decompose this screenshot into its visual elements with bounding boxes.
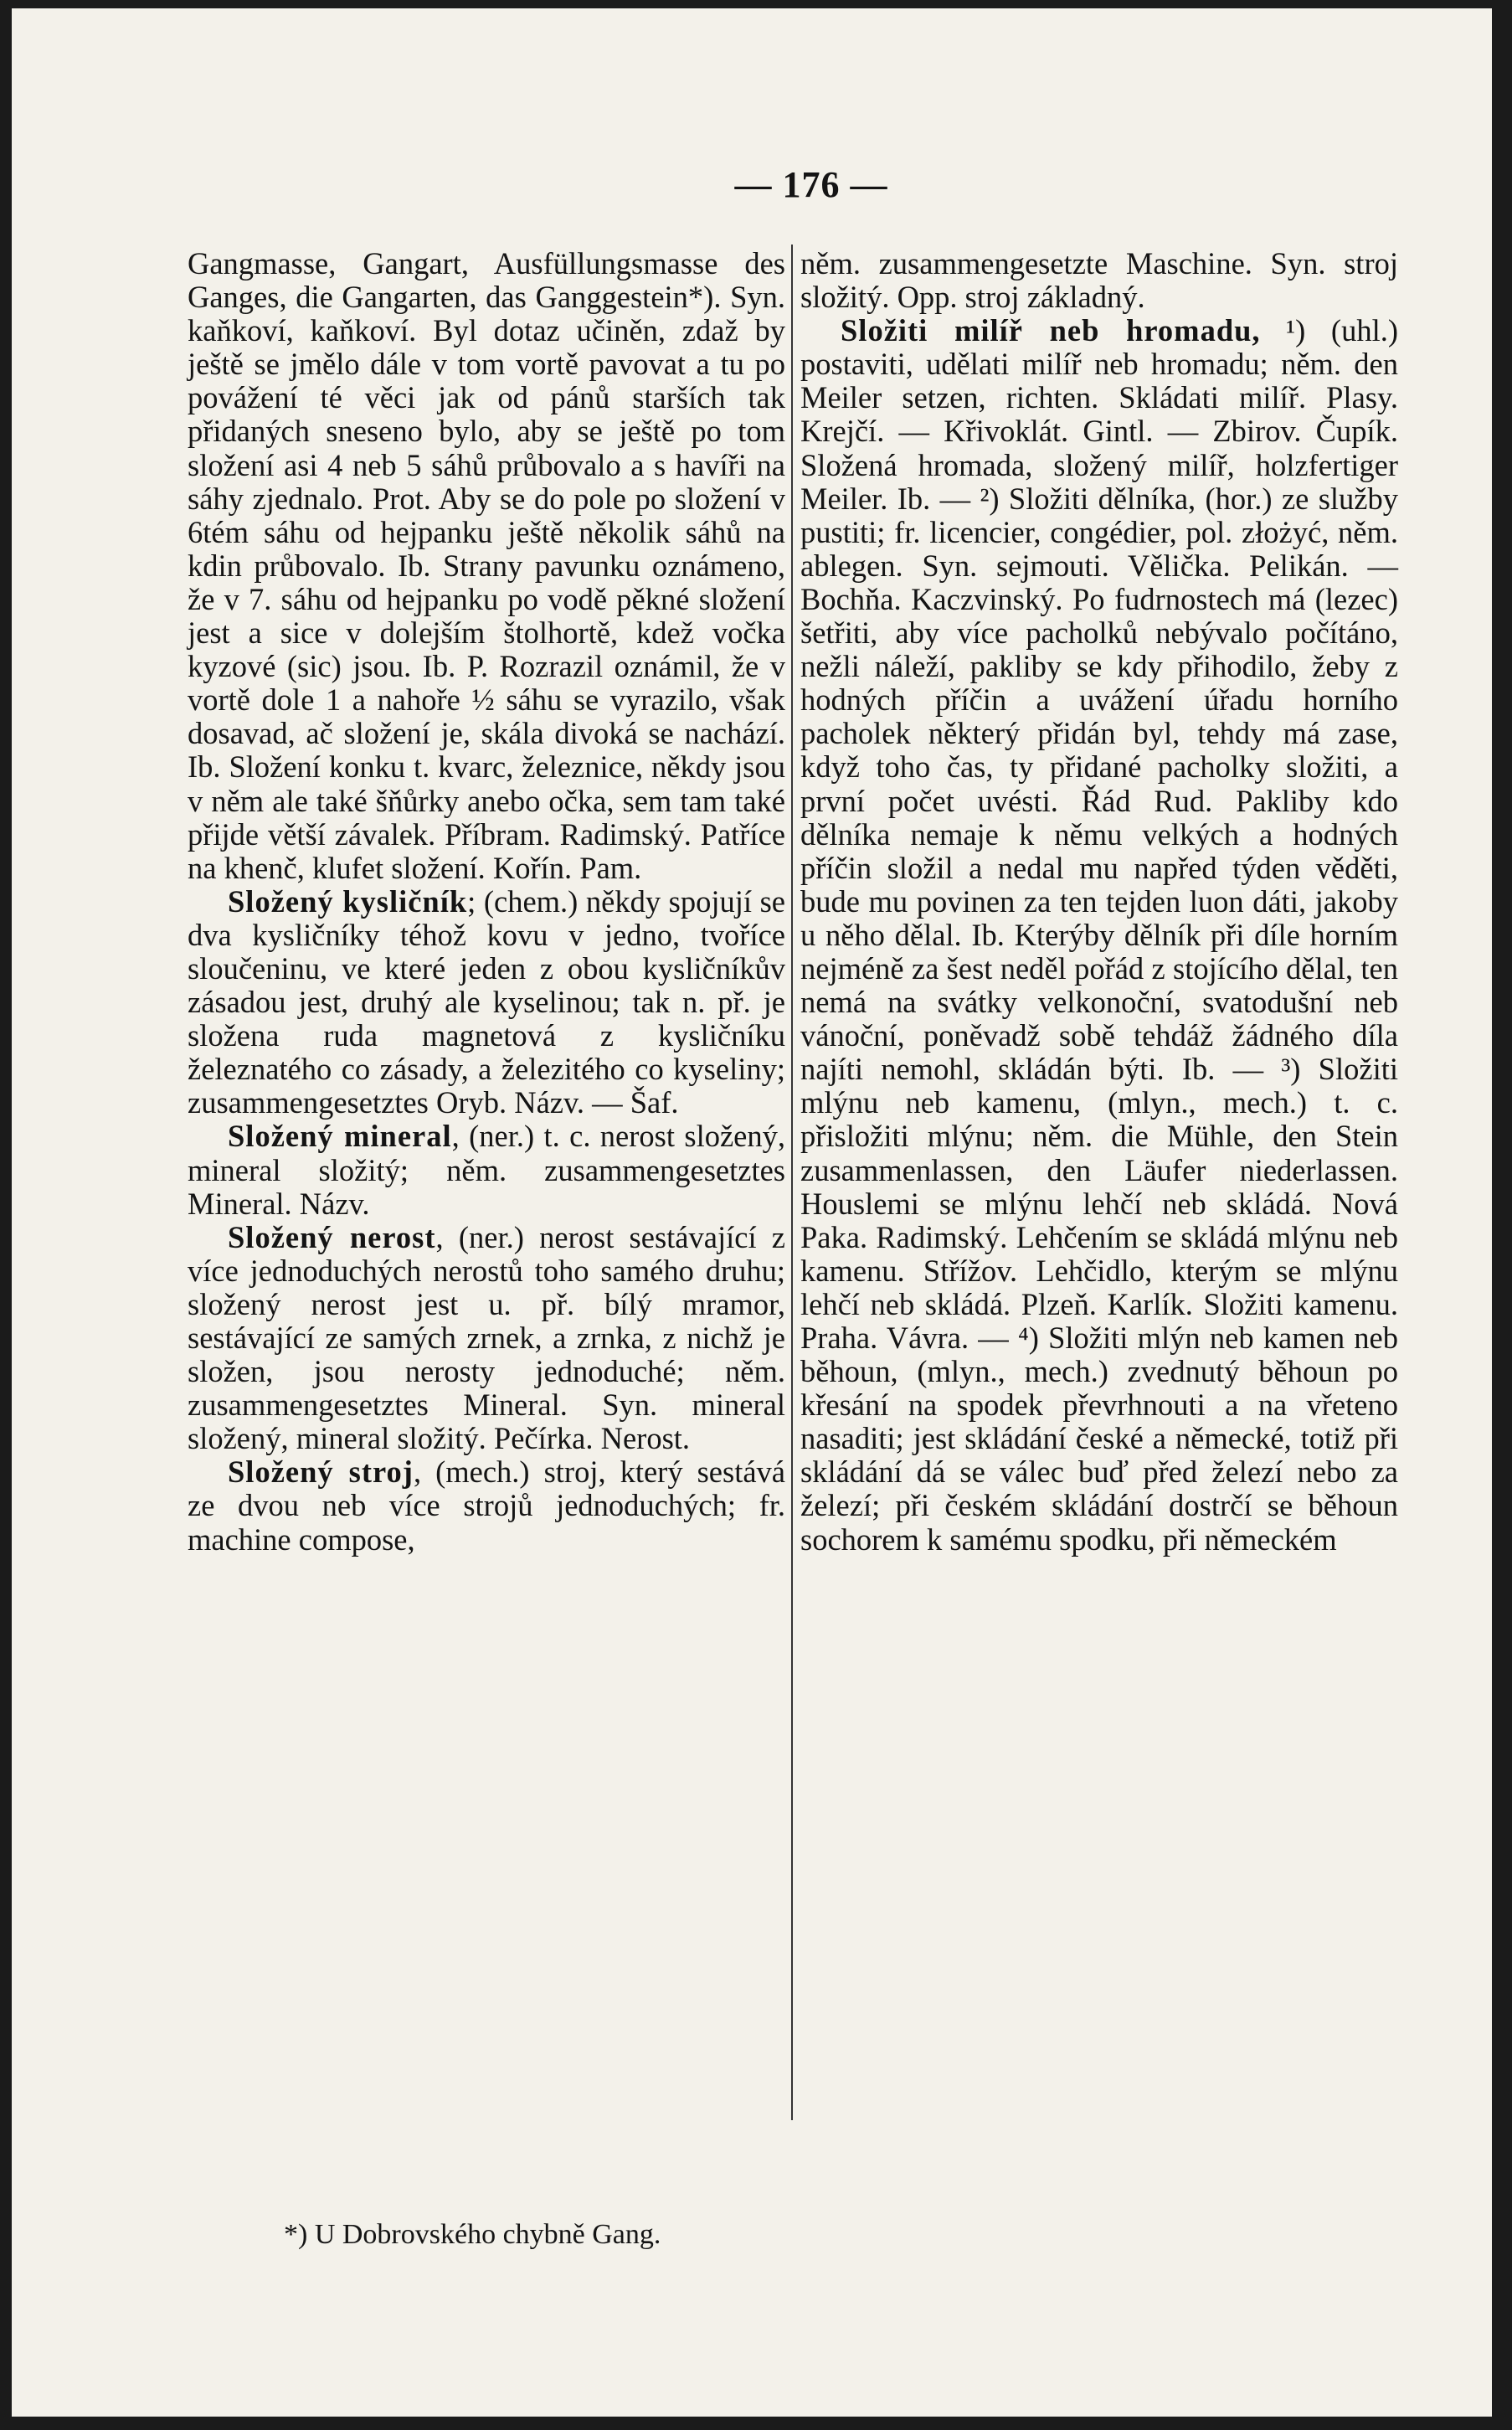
right-column — [800, 247, 1398, 1557]
entry-text: , (mech.) stroj, který sestává ze dvou neb více strojů jednoduchých; fr. machine compose, — [188, 1454, 785, 1557]
entry-headword: Složiti milíř neb hromadu, — [841, 313, 1261, 348]
dictionary-entry — [188, 1120, 785, 1220]
left-column — [188, 247, 785, 1557]
column-divider — [791, 245, 793, 2120]
entry-text: Gangmasse, Gangart, Ausfüllungsmasse des Ganges, die Gangarten, das Ganggestein*). Syn. kaňkoví, kaňkoví. Byl dotaz učiněn, zdaž by ještě se jmělo dále v tom vortě pavovat a tu po povážení té věci jak od pánů starších tak přidaných sneseno bylo, aby se ještě po tom složení asi 4 neb 5 sáhů průbovalo a s havíři na sáhy zjednalo. Prot. Aby se do pole po složení v 6tém sáhu od hejpanku ještě několik sáhů na kdin průbovalo. Ib. Strany pavunku oznámeno, že v 7. sáhu od hejpanku po vodě pěkné složení jest a sice v dolejším štolhortě, kdež vočka kyzové (sic) jsou. Ib. P. Rozrazil oznámil, že v vortě dole 1 a nahoře ½ sáhu se vyrazilo, však dosavad, ač složení je, skála divoká se nachází. Ib. Složení konku t. kvarc, železnice, někdy jsou v něm ale také šňůrky anebo očka, sem tam také přijde větší závalek. Příbram. Radimský. Patříce na khenč, klufet složení. Kořín. Pam. — [188, 246, 785, 885]
page-number: — 176 — — [734, 164, 888, 205]
dictionary-entry — [188, 1221, 785, 1456]
entry-headword: Složený stroj — [228, 1454, 414, 1490]
footnote: *) U Dobrovského chybně Gang. — [284, 2219, 661, 2250]
entry-headword: Složený mineral — [228, 1119, 452, 1154]
entry-continuation — [800, 247, 1398, 314]
entry-text: , (ner.) nerost sestávající z více jednoduchých nerostů toho samého druhu; složený nerost jest u. př. bílý mramor, sestávající ze samých zrnek, a zrnka, z nichž je složen, jsou nerosty jednoduché; něm. zusammengesetztes Mineral. Syn. mineral složený, mineral složitý. Pečírka. Nerost. — [188, 1219, 786, 1456]
dictionary-entry — [188, 885, 785, 1120]
entry-text: ¹) (uhl.) postaviti, udělati milíř neb hromadu; něm. den Meiler setzen, richten. Skládati milíř. Plasy. Krejčí. — Křivoklát. Gintl. — Zbirov. Čupík. Složená hromada, složený milíř, holzfertiger Meiler. Ib. — ²) Složiti dělníka, (hor.) ze služby pustiti; fr. licencier, congédier, pol. złożyć, něm. ablegen. Syn. sejmouti. Vělička. Pelikán. — Bochňa. Kaczvinský. Po fudrnostech má (lezec) šetřiti, aby více pacholků nebývalo počítáno, nežli náleží, pakliby se kdy přihodilo, žeby z hodných příčin a uvážení úřadu horního pacholek některý přidán byl, tehdy má zase, když toho čas, ty přidané pacholky složiti, a první počet uvésti. Řád Rud. Pakliby kdo dělníka nemaje k němu velkých a hodných příčin složil a nedal mu napřed týden věděti, bude mu povinen za ten tejden luon dáti, jakoby u něho dělal. Ib. Kterýby dělník při díle horním nejméně za šest neděl pořád z stojícího dělal, ten nemá na svátky velkonoční, svatodušní neb vánoční, poněvadž sobě tehdáž žádného díla najíti nemohl, skládán býti. Ib. — ³) Složiti mlýnu neb kamenu, (mlyn., mech.) t. c. přisložiti mlýnu; něm. die Mühle, den Stein zusammenlassen, den Läufer niederlassen. Houslemi se mlýnu lehčí neb skládá. Nová Paka. Radimský. Lehčením se skládá mlýnu neb kamenu. Střížov. Lehčidlo, kterým se mlýnu lehčí neb skládá. Plzeň. Karlík. Složiti kamenu. Praha. Vávra. — ⁴) Složiti mlýn neb kamen neb běhoun, (mlyn., mech.) zvednutý běhoun po křesání na spodek převrhnouti a na vřeteno nasaditi; jest skládání české a německé, totiž při skládání dá se válec buď před železí nebo za železí; při českém skládání dostrčí se běhoun sochorem k samému spodku, při německém — [800, 313, 1398, 1557]
dictionary-entry — [800, 314, 1398, 1556]
entry-text: ; (chem.) někdy spojují se dva kysličníky téhož kovu v jedno, tvoříce sloučeninu, ve které jeden z obou kysličníkův zásadou jest, druhý ale kyselinou; tak n. př. je složena ruda magnetová z kysličníku železnatého co zásady, a železitého co kyseliny; zusammengesetztes Oryb. Názv. — Šaf. — [188, 883, 785, 1120]
entry-text: něm. zusammengesetzte Maschine. Syn. stroj složitý. Opp. stroj základný. — [800, 246, 1398, 315]
entry-headword: Složený nerost — [228, 1219, 436, 1254]
dictionary-page — [12, 8, 1492, 2417]
entry-text: , (ner.) t. c. nerost složený, mineral složitý; něm. zusammengesetztes Mineral. Názv. — [188, 1119, 785, 1221]
dictionary-entry — [188, 1455, 785, 1556]
entry-headword: Složený kysličník — [228, 883, 468, 919]
entry-continuation — [188, 247, 785, 885]
